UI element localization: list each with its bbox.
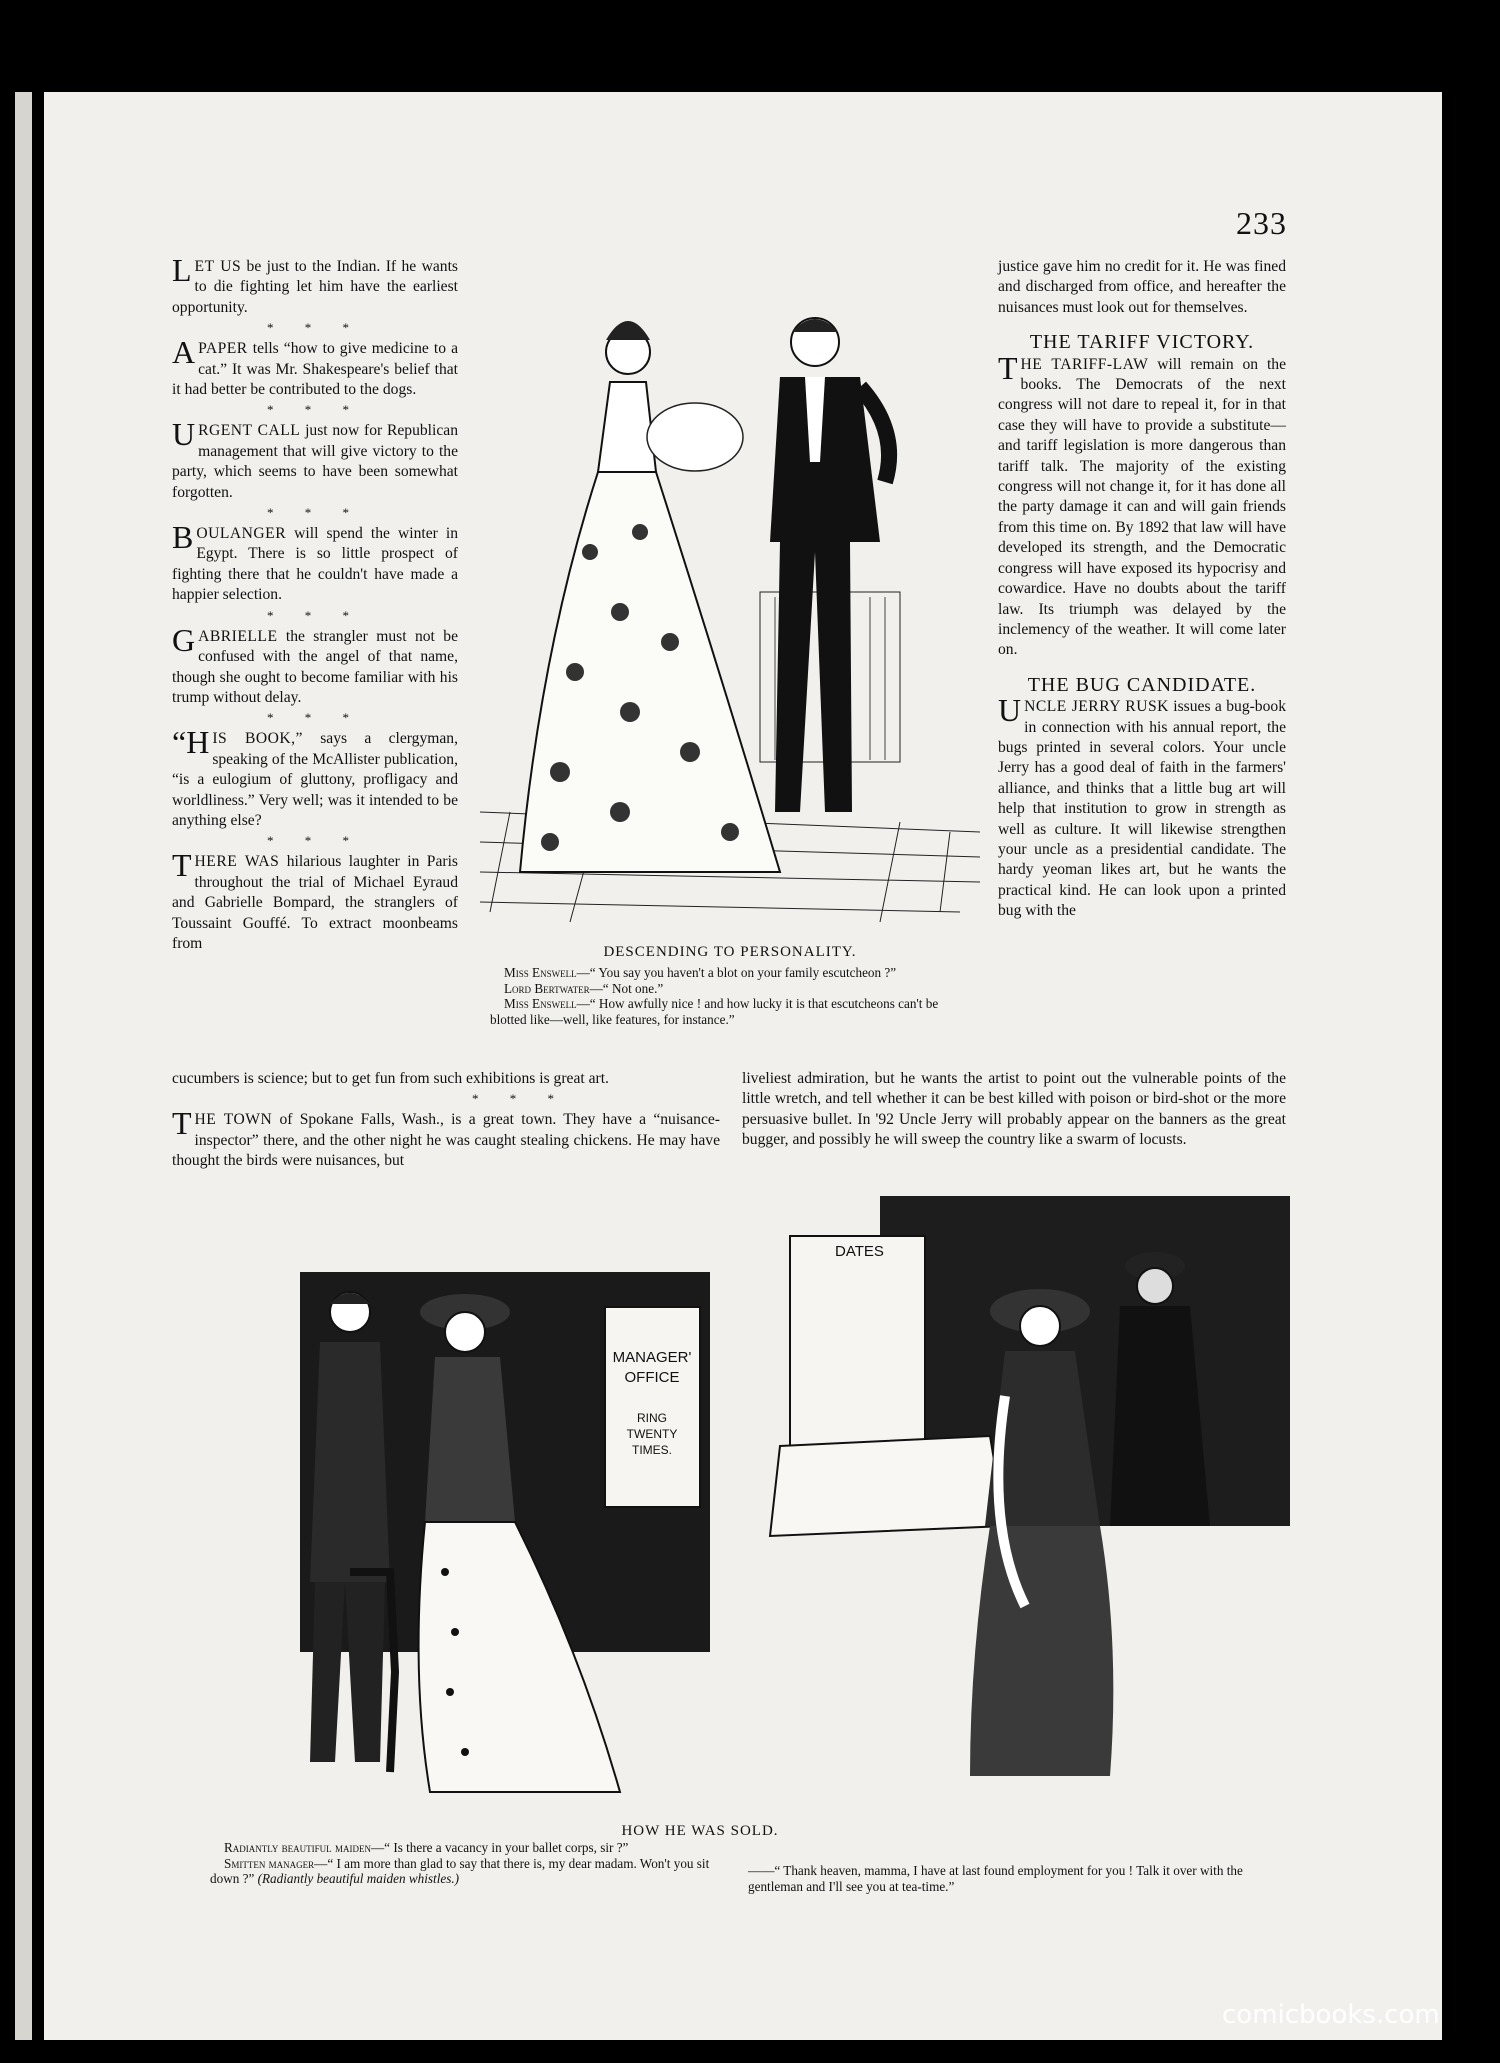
illustration-manager-office (240, 1252, 718, 1802)
office-drawing (240, 1252, 718, 1802)
cartoon2-title: HOW HE WAS SOLD. (621, 1823, 779, 1839)
paragraph-spokane: THE TOWN of Spokane Falls, Wash., is a great town. They have a “nuisance-inspector” there, and the other night he was caught stealing chickens. He may have thought the birds were nuisances, but (172, 1105, 721, 1170)
mother-daughter-drawing (740, 1196, 1290, 1796)
drop-cap: U (172, 416, 196, 453)
drop-cap: “H (172, 724, 210, 761)
paragraph-bug: UNCLE JERRY RUSK issues a bug-book in connection with his annual report, the bugs printed in several colors. Your uncle Jerry has a good deal of faith in the farmers' alliance, and thinks that a little bug art will help that institution to grow in strength as well as culture. It will likewise strengthen your uncle as a presidential candidate. The hardy yeoman likes art, but he wants the practical kind. He can look upon a printed bug with the (998, 692, 1286, 920)
man-figure (770, 318, 889, 812)
drop-cap: B (172, 519, 194, 556)
svg-text:RING: RING (637, 1411, 667, 1425)
drop-cap: G (172, 621, 196, 658)
dates-board (790, 1236, 925, 1446)
illustration-couple (480, 292, 980, 932)
cartoon1-title: DESCENDING TO PERSONALITY. (603, 944, 857, 960)
paragraph-indian: LET US be just to the Indian. If he wants to die fighting let him have the earliest opportunity. (172, 252, 458, 316)
svg-text:OFFICE: OFFICE (624, 1369, 680, 1386)
drop-cap: T (998, 349, 1018, 386)
manager-office-sign (605, 1307, 700, 1507)
column-left (172, 252, 458, 954)
divider-stars: * * * (267, 607, 363, 623)
paragraph-his-book: “HIS BOOK,” says a clergyman, speaking of the McAllister publication, “is a eulogium of gluttony, profligacy and worldliness.” Very well; was it intended to be anything else? (172, 724, 458, 829)
svg-text:MANAGER': MANAGER' (612, 1349, 692, 1366)
divider-stars: * * * (267, 402, 363, 418)
paragraph-tariff: THE TARIFF-LAW will remain on the books. The Democrats of the next congress will not dare to repeal it, for in that case they will have to provide a substitute—and tariff legislation is more dangerous than tariff talk. The majority of the existing congress will not change it, for it has done all the party damage it can and will gain friends from this time on. By 1892 that law will have developed its strength, and the Democratic congress will have exposed its hypocrisy and cowardice. Have no doubts about the tariff law. Its triumph was delayed by the inclemency of the weather. It will come later on. (998, 349, 1286, 659)
woman-figure (520, 321, 780, 872)
divider-stars: * * * (267, 320, 363, 336)
drop-cap: L (172, 252, 192, 288)
paragraph-gabrielle: GABRIELLE the strangler must not be confused with the angel of that name, though she ought to become familiar with his trump without delay. (172, 621, 458, 706)
fan-icon (647, 403, 743, 471)
cartoon2-dialogue-left: Radiantly beautiful maiden—“ Is there a vacancy in your ballet corps, sir ?” Smitten manager—“ I am more than glad to say that there is, my dear madam. Won't you sit down ?” (Radiantly beautiful maiden whistles.) (210, 1840, 710, 1887)
illustration-mother-daughter (740, 1196, 1290, 1796)
heading-bug-candidate: THE BUG CANDIDATE. (1027, 673, 1257, 696)
paragraph-paris-trial: THERE WAS hilarious laughter in Paris throughout the trial of Michael Eyraud and Gabrielle Bompard, the stranglers of Toussaint Gouffé. To extract moonbeams from (172, 847, 458, 952)
cartoon1-dialogue: Miss Enswell—“ You say you haven't a blot on your family escutcheon ?” Lord Bertwater—“ Not one.” Miss Enswell—“ How awfully nice ! and how lucky it is that escutcheons can't be blotted like—well, like features, for instance.” (490, 965, 939, 1027)
svg-text:TWENTY: TWENTY (626, 1427, 678, 1441)
paragraph-paris-trial-tail: cucumbers is science; but to get fun from such exhibitions is great art. * * * THE TOWN of Spokane Falls, Wash., is a great town. They have a “nuisance-inspector” there, and the other night he was caught stealing chickens. He may have thought the birds were nuisances, but (172, 1069, 720, 1172)
couple-drawing (480, 292, 980, 932)
drop-cap: T (172, 847, 192, 884)
cartoon2-dialogue-right: ——“ Thank heaven, mamma, I have at last found employment for you ! Talk it over with the gentleman and I'll see you at tea-time.” (748, 1863, 1243, 1894)
heading-tariff-victory: THE TARIFF VICTORY. (1029, 331, 1255, 354)
paragraph-bug-tail: liveliest admiration, but he wants the artist to point out the vulnerable points of the little wretch, and tell whether it can be best killed with poison or bird-shot or the more persuasive bullet. In '92 Uncle Jerry will probably appear on the banners as the great bugger, and possibly he will sweep the country like a swarm of locusts. (742, 1070, 1286, 1149)
divider-stars: * * * (267, 505, 363, 521)
divider-stars: * * * (472, 1091, 568, 1107)
divider-stars: * * * (267, 710, 363, 726)
svg-text:TIMES.: TIMES. (631, 1443, 673, 1457)
svg-text:DATES: DATES (835, 1243, 884, 1260)
page-number: 233 (1236, 205, 1287, 241)
drop-cap: A (172, 334, 196, 371)
book-spine (0, 92, 44, 2040)
paragraph-urgent-call: URGENT CALL just now for Republican management that will give victory to the party, which seems to have been somewhat forgotten. (172, 416, 458, 501)
desk (770, 1436, 1005, 1536)
drop-cap: T (172, 1105, 192, 1142)
paragraph-cat: A PAPER tells “how to give medicine to a cat.” It was Mr. Shakespeare's belief that it had better be contributed to the dogs. (172, 334, 458, 399)
column-right (998, 257, 1286, 922)
paragraph-boulanger: BOULANGER will spend the winter in Egypt. There is so little prospect of fighting there that he couldn't have made a happier selection. (172, 519, 458, 604)
divider-stars: * * * (267, 833, 363, 849)
paragraph-justice: justice gave him no credit for it. He was fined and discharged from office, and hereafter the nuisances must look out for themselves. (998, 258, 1286, 316)
drop-cap: U (998, 692, 1022, 729)
watermark: comicbooks.com (1222, 2000, 1440, 2030)
